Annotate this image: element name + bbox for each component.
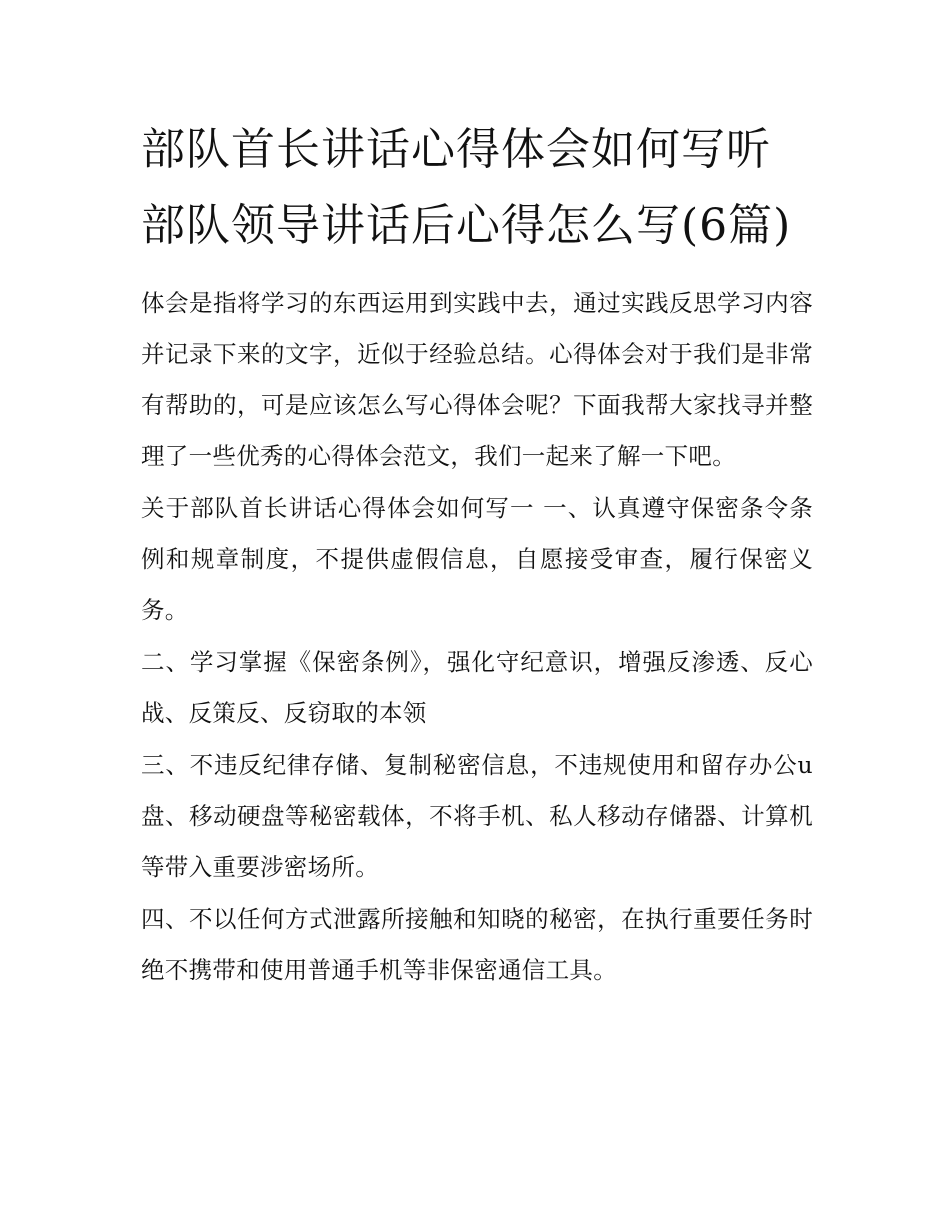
section-four-paragraph: 四、不以任何方式泄露所接触和知晓的秘密，在执行重要任务时绝不携带和使用普通手机等非保密通信工具。 [141,905,813,984]
section-one-paragraph: 关于部队首长讲话心得体会如何写一 一、认真遵守保密条令条例和规章制度，不提供虚假信息，自愿接受审查，履行保密义务。 [141,494,813,624]
document-title: 部队首长讲话心得体会如何写听部队领导讲话后心得怎么写(6篇) [141,124,792,251]
document-page [141,112,813,997]
intro-paragraph: 体会是指将学习的东西运用到实践中去，通过实践反思学习内容并记录下来的文字，近似于经验总结。心得体会对于我们是非常有帮助的，可是应该怎么写心得体会呢？下面我帮大家找寻并整理了一些优秀的心得体会范文，我们一起来了解一下吧。 [141,289,813,470]
section-two-paragraph: 二、学习掌握《保密条例》，强化守纪意识，增强反渗透、反心战、反策反、反窃取的本领 [141,648,813,727]
section-three-paragraph: 三、不违反纪律存储、复制秘密信息，不违规使用和留存办公u盘、移动硬盘等秘密载体，不将手机、私人移动存储器、计算机等带入重要涉密场所。 [141,751,813,881]
